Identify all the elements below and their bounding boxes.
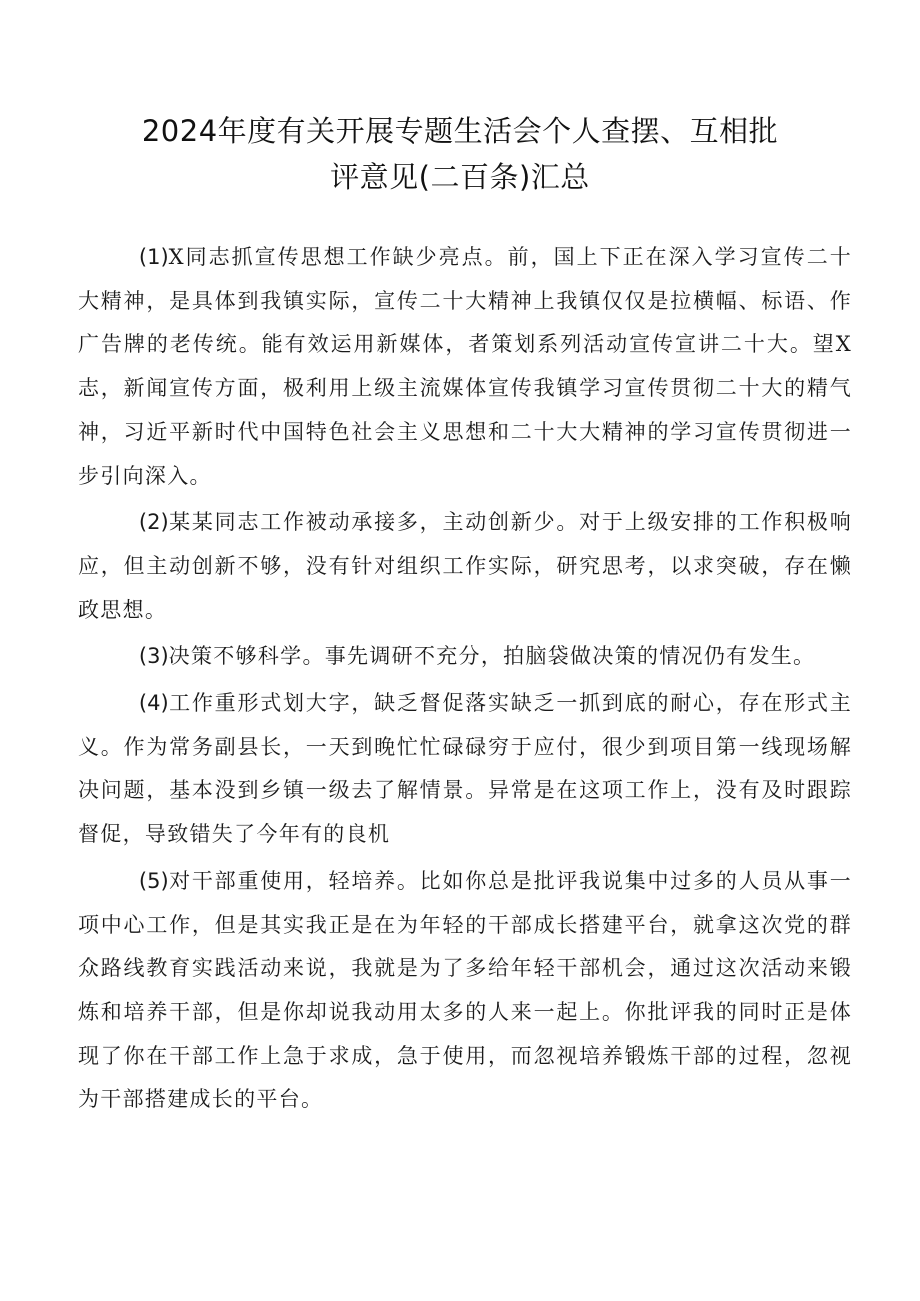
paragraph-number: (2) <box>138 510 169 535</box>
paragraph-4 <box>78 682 852 857</box>
paragraph-text: 某某同志工作被动承接多，主动创新少。对于上级安排的工作积极响应，但主动创新不够，没有针对组织工作实际，研究思考，以求突破，存在懒政思想。 <box>78 510 852 622</box>
paragraph-number: (1) <box>138 245 169 269</box>
paragraph-number: (3) <box>138 644 169 669</box>
paragraph-text: 决策不够科学。事先调研不充分，拍脑袋做决策的情况仍有发生。 <box>168 644 816 669</box>
paragraph-text: 工作重形式划大字，缺乏督促落实缺乏一抓到底的耐心，存在形式主义。作为常务副县长，一天到晚忙忙碌碌穷于应付，很少到项目第一线现场解决问题，基本没到乡镇一级去了解情景。异常是在这项工作上，没有及时跟踪督促，导致错失了今年有的良机 <box>78 691 852 847</box>
paragraph-text: 对干部重使用，轻培养。比如你总是批评我说集中过多的人员从事一项中心工作，但是其实我正是在为年轻的干部成长搭建平台，就拿这次党的群众路线教育实践活动来说，我就是为了多给年轻干部机会，通过这次活动来锻炼和培养干部，但是你却说我动用太多的人来一起上。你批评我的同时正是体现了你在干部工作上急于求成，急于使用，而忽视培养锻炼干部的过程，忽视为干部搭建成长的平台。 <box>78 868 852 1112</box>
document-title <box>80 108 840 200</box>
title-line-2: 评意见(二百条)汇总 <box>330 160 590 194</box>
paragraph-1 <box>78 236 852 498</box>
paragraph-number: (5) <box>138 868 169 893</box>
paragraph-number: (4) <box>138 691 169 716</box>
title-line-1: 2024年度有关开展专题生活会个人查摆、互相批 <box>141 114 779 148</box>
paragraph-3 <box>78 635 852 679</box>
paragraph-text: X同志抓宣传思想工作缺少亮点。前，国上下正在深入学习宣传二十大精神，是具体到我镇实际，宣传二十大精神上我镇仅仅是拉横幅、标语、作广告牌的老传统。能有效运用新媒体，者策划系列活动宣传宣讲二十大。望X志，新闻宣传方面，极利用上级主流媒体宣传我镇学习宣传贯彻二十大的精气神，习近平新时代中国特色社会主义思想和二十大大精神的学习宣传贯彻进一步引向深入。 <box>78 245 852 488</box>
document-body <box>78 236 852 1125</box>
paragraph-5 <box>78 860 852 1122</box>
paragraph-2 <box>78 501 852 632</box>
